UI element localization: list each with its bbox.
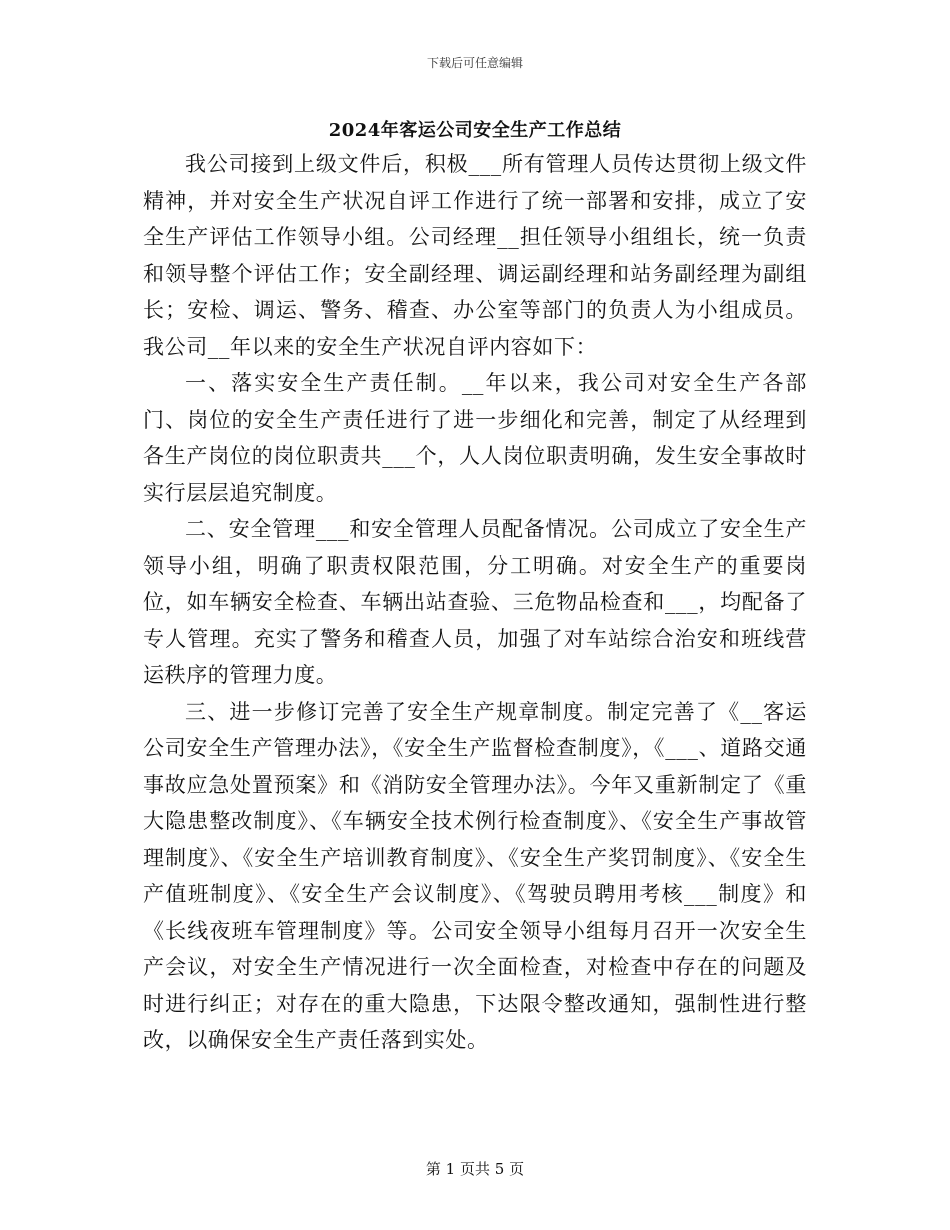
page-footer: 第 1 页共 5 页 <box>425 1160 525 1178</box>
paragraph-intro: 我公司接到上级文件后，积极___所有管理人员传达贯彻上级文件精神，并对安全生产状况自评工作进行了统一部署和安排，成立了安全生产评估工作领导小组。公司经理__担任领导小组组长，统一负责和领导整个评估工作；安全副经理、调运副经理和站务副经理为副组长；安检、调运、警务、稽查、办公室等部门的负责人为小组成员。我公司__年以来的安全生产状况自评内容如下： <box>143 152 807 359</box>
document-title: 2024年客运公司安全生产工作总结 <box>328 120 622 141</box>
paragraph-section-1: 一、落实安全生产责任制。__年以来，我公司对安全生产各部门、岗位的安全生产责任进行了进一步细化和完善，制定了从经理到各生产岗位的岗位职责共___个，人人岗位职责明确，发生安全事故时实行层层追究制度。 <box>143 371 807 505</box>
paragraph-section-3: 三、进一步修订完善了安全生产规章制度。制定完善了《__客运公司安全生产管理办法》，《安全生产监督检查制度》，《___、道路交通事故应急处置预案》和《消防安全管理办法》。今年又重新制定了《重大隐患整改制度》、《车辆安全技术例行检查制度》、《安全生产事故管理制度》、《安全生产培训教育制度》、《安全生产奖罚制度》、《安全生产值班制度》、《安全生产会议制度》、《驾驶员聘用考核___制度》和《长线夜班车管理制度》等。公司安全领导小组每月召开一次安全生产会议，对安全生产情况进行一次全面检查，对检查中存在的问题及时进行纠正；对存在的重大隐患，下达限令整改通知，强制性进行整改，以确保安全生产责任落到实处。 <box>143 699 807 1052</box>
document-body <box>143 146 807 1059</box>
paragraph-section-2: 二、安全管理___和安全管理人员配备情况。公司成立了安全生产领导小组，明确了职责权限范围，分工明确。对安全生产的重要岗位，如车辆安全检查、车辆出站查验、三危物品检查和___，均配备了专人管理。充实了警务和稽查人员，加强了对车站综合治安和班线营运秩序的管理力度。 <box>143 517 807 687</box>
header-note: 下载后可任意编辑 <box>426 56 523 70</box>
